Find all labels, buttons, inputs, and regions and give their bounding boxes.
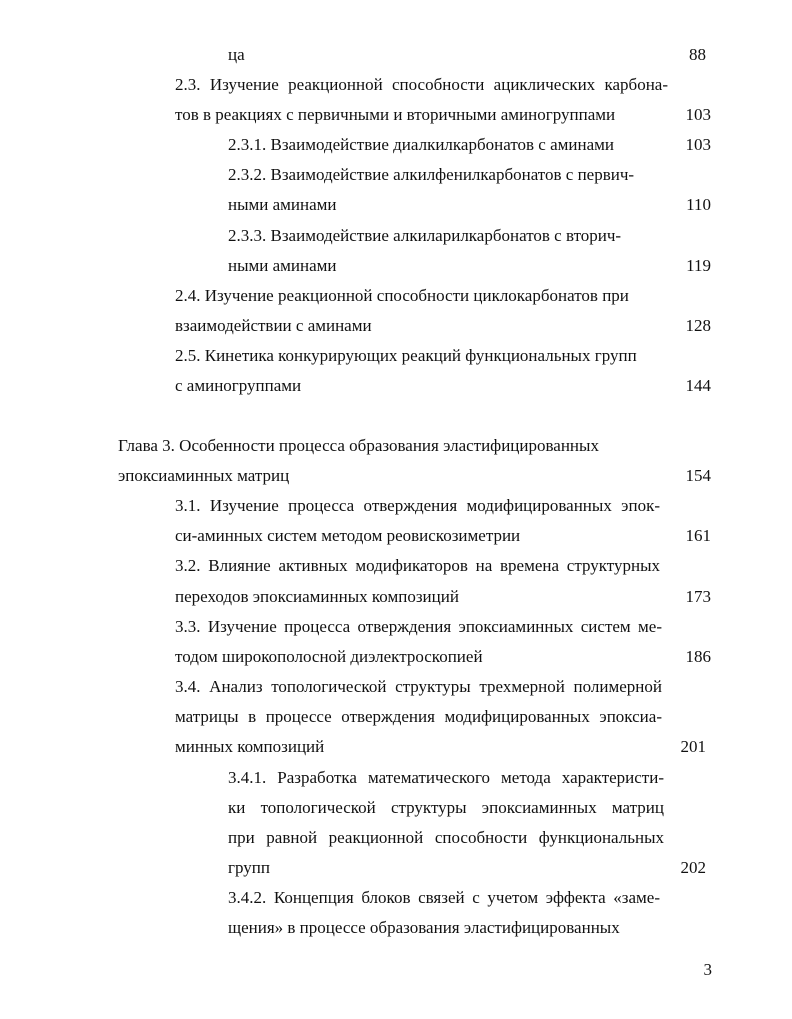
toc-entry-2-3-2-line2: ными аминами — [228, 195, 337, 214]
toc-page-number: 88 — [689, 45, 706, 64]
toc-page-number: 173 — [685, 587, 711, 606]
toc-entry-2-5-line1: 2.5. Кинетика конкурирующих реакций функциональных групп — [175, 346, 637, 365]
footer-page-number: 3 — [703, 960, 712, 979]
toc-page-number: 128 — [685, 316, 711, 335]
toc-page-number: 110 — [686, 195, 711, 214]
toc-entry-2-3-line1: 2.3. Изучение реакционной способности ациклических карбона- — [175, 75, 668, 94]
toc-page-number: 161 — [685, 526, 711, 545]
toc-entry-3-4-1-line1: 3.4.1. Разработка математического метода характеристи- — [228, 768, 664, 787]
toc-entry-3-2-line2: переходов эпоксиаминных композиций — [175, 587, 459, 606]
toc-entry-2-3-2-line1: 2.3.2. Взаимодействие алкилфенилкарбонатов с первич- — [228, 165, 635, 184]
toc-page-number: 119 — [686, 256, 711, 275]
toc-entry-3-4-1-line3: при равной реакционной способности функциональных — [228, 828, 664, 847]
toc-entry-3-1-line2: си-аминных систем методом реовискозиметрии — [175, 526, 521, 545]
toc-entry-2-3-1: 2.3.1. Взаимодействие диалкилкарбонатов с аминами — [228, 135, 614, 154]
toc-page-number: 186 — [685, 647, 711, 666]
toc-entry-3-1-line1: 3.1. Изучение процесса отверждения модифицированных эпок- — [175, 496, 660, 515]
toc-entry-3-4-2-line2: щения» в процессе образования эластифицированных — [228, 918, 620, 937]
toc-entry-2-3-3-line2: ными аминами — [228, 256, 337, 275]
toc-entry-2-3-line2: тов в реакциях с первичными и вторичными аминогруппами — [175, 105, 616, 124]
toc-page-number: 103 — [685, 105, 711, 124]
toc-chapter-3-line1: Глава 3. Особенности процесса образования эластифицированных — [118, 436, 599, 455]
toc-entry-3-2-line1: 3.2. Влияние активных модификаторов на времена структурных — [175, 556, 660, 575]
toc-page-number: 201 — [680, 737, 706, 756]
toc-entry-3-3-line2: тодом широкополосной диэлектроскопией — [175, 647, 483, 666]
toc-page-number: 103 — [685, 135, 711, 154]
toc-entry-3-4-line1: 3.4. Анализ топологической структуры трехмерной полимерной — [175, 677, 662, 696]
toc-page-number: 154 — [685, 466, 711, 485]
toc-entry-2-5-line2: с аминогруппами — [175, 376, 302, 395]
toc-chapter-3-line2: эпоксиаминных матриц — [118, 466, 290, 485]
toc-entry-3-4-line2: матрицы в процессе отверждения модифицированных эпоксиа- — [175, 707, 662, 726]
toc-entry-3-4-1-line4: групп — [228, 858, 270, 877]
toc-entry-3-3-line1: 3.3. Изучение процесса отверждения эпоксиаминных систем ме- — [175, 617, 662, 636]
toc-entry-2-4-line1: 2.4. Изучение реакционной способности циклокарбонатов при — [175, 286, 629, 305]
toc-entry-3-4-line3: минных композиций — [175, 737, 325, 756]
toc-entry-3-4-1-line2: ки топологической структуры эпоксиаминных матриц — [228, 798, 664, 817]
toc-page-number: 144 — [685, 376, 711, 395]
toc-entry-2-3-3-line1: 2.3.3. Взаимодействие алкиларилкарбонатов с вторич- — [228, 226, 622, 245]
toc-entry-2-4-line2: взаимодействии с аминами — [175, 316, 372, 335]
toc-entry-3-4-2-line1: 3.4.2. Концепция блоков связей с учетом эффекта «заме- — [228, 888, 660, 907]
toc-page-number: 202 — [680, 858, 706, 877]
toc-line-continuation: ца — [228, 45, 245, 64]
